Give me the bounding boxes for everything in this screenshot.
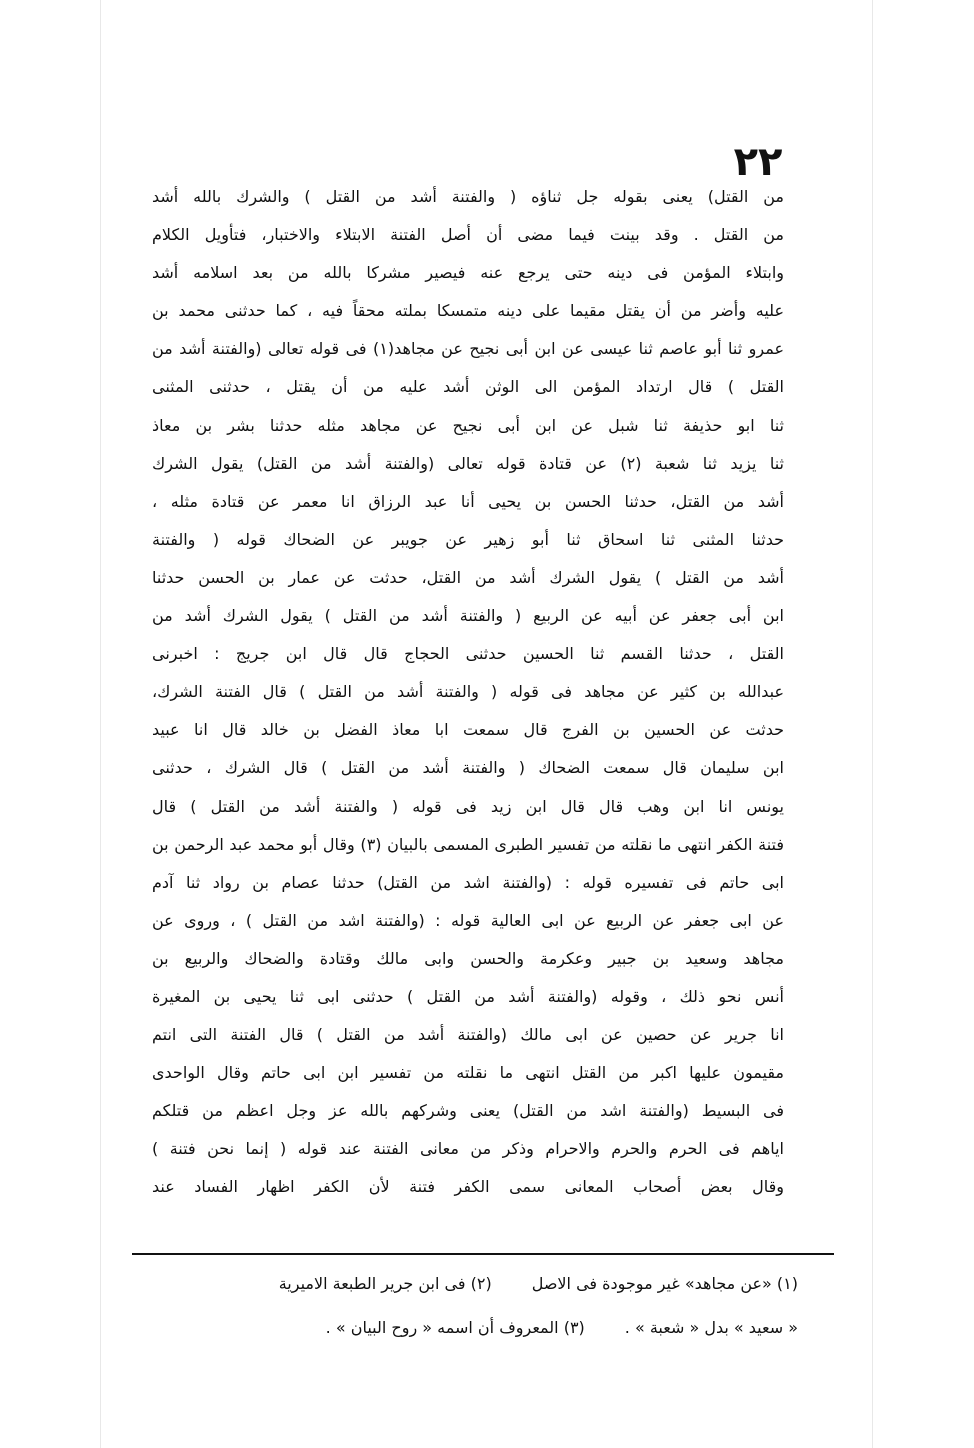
text-line: مجاهد وسعيد بن جبير وعكرمة والحسن وابى مالك وقتادة والضحاك والربيع بن [152,948,784,968]
scan-edge-left [100,0,101,1448]
text-line: عليه وأضر من أن يقتل مقيما على دينه متمسكا بملته محقاً فيه ، كما حدثنى محمد بن [152,301,784,321]
text-line: عمرو ثنا أبو عاصم ثنا عيسى عن ابن أبى نجيح عن مجاهد(١) فى قوله تعالى (والفتنة أشد من [152,339,784,359]
text-line: وقال بعض أصحاب المعانى سمى الكفر فتنة لأن الكفر اظهار الفساد عند [152,1177,784,1197]
footnote-line [178,1306,798,1350]
text-line: القتل ، حدثنا القسم ثنا الحسين حدثنى الحجاج قال قال ابن جريج : اخبرنى [152,644,784,664]
footnotes [178,1262,798,1350]
text-line: اياهم فى الحرم والحرم والاحرام وذكر من معانى الفتنة عند قوله ( إنما نحن فتنة ) [152,1139,784,1159]
footnote-text: « سعيد » بدل « شعبة » . [624,1318,798,1337]
footnote-line [178,1262,798,1306]
text-line: ابن سليمان قال سمعت الضحاك ( والفتنة أشد من القتل ) قال الشرك ، حدثنى [152,758,784,778]
text-line: أنس نحو ذلك ، وقوله (والفتنة أشد من القتل ) حدثنى ابى ثنا يحيى بن المغيرة [152,986,784,1006]
scan-edge-right [872,0,873,1448]
footnote-text: (٣) المعروف أن اسمه « روح البيان » . [325,1318,585,1337]
text-line: عن ابى جعفر عن الربيع عن ابى العالية قوله : (والفتنة اشد من القتل ) ، وروى عن [152,910,784,930]
text-line: حدثت عن الحسين بن الفرج قال سمعت ابا معاذ الفضل بن خالد قال انا عبيد [152,720,784,740]
text-line: وابتلاء المؤمن فى دينه حتى يرجع عنه فيصير مشركا بالله من بعد اسلامه أشد [152,263,784,283]
text-line: يونس انا ابن وهب قال قال ابن زيد فى قوله ( والفتنة أشد من القتل ) قال [152,796,784,816]
text-line: مقيمون عليها اكبر من القتل انتهى ما نقلته من تفسير ابن ابى حاتم وقال الواحدى [152,1063,784,1083]
text-line: من القتل . وقد بينت فيما مضى أن أصل الفتنة الابتلاء والاختبار، فتأويل الكلام [152,225,784,245]
text-line: انا جرير عن حصين عن ابى مالك (والفتنة أشد من القتل ) قال الفتنة التى انتم [152,1025,784,1045]
text-line: فتنة الكفر انتهى ما نقلته من تفسير الطبرى المسمى بالبيان (٣) وقال أبو محمد عبد الرحمن بن [152,834,784,854]
text-line: ابى حاتم فى تفسيره قوله : (والفتنة اشد من القتل) حدثنا عصام بن رواد ثنا آدم [152,872,784,892]
text-line: القتل ) قال ارتداد المؤمن الى الوثن أشد عليه من أن يقتل ، حدثنى المثنى [152,377,784,397]
text-line: أشد من القتل ) يقول الشرك أشد من القتل، حدثت عن عمار بن الحسن حدثنا [152,567,784,587]
footnote-text: (٢) فى ابن جرير الطبعة الاميرية [278,1274,492,1293]
text-line: عبدالله بن كثير عن مجاهد فى قوله ( والفتنة أشد من القتل ) قال الفتنة الشرك، [152,682,784,702]
text-line: فى البسيط (والفتنة اشد من القتل) يعنى وشركهم بالله عز وجل اعظم من قتلكم [152,1101,784,1121]
text-line: ثنا ابو حذيفة ثنا شبل عن ابن أبى نجيح عن مجاهد مثله حدثنا بشر بن معاذ [152,415,784,435]
page-number: ٢٢ [733,139,783,185]
text-line: ثنا يزيد ثنا شعبة (٢) عن قتادة قوله تعالى (والفتنة أشد من القتل) يقول الشرك [152,453,784,473]
main-text-body [152,178,784,1207]
footnote-separator-rule [132,1253,834,1255]
text-line: حدثنا المثنى ثنا اسحاق ثنا أبو زهير عن جويبر عن الضحاك قوله ( والفتنة [152,529,784,549]
text-line: ابن أبى جعفر عن أبيه عن الربيع ( والفتنة أشد من القتل ) يقول الشرك أشد من [152,606,784,626]
footnote-text: (١) «عن مجاهد» غير موجودة فى الاصل [531,1274,798,1293]
text-line: أشد من القتل، حدثنا الحسن بن يحيى أنا عبد الرزاق انا معمر عن قتادة مثله ، [152,491,784,511]
text-line: من القتل) يعنى بقوله جل ثناؤه ( والفتنة أشد من القتل ) والشرك بالله أشد [152,187,784,206]
